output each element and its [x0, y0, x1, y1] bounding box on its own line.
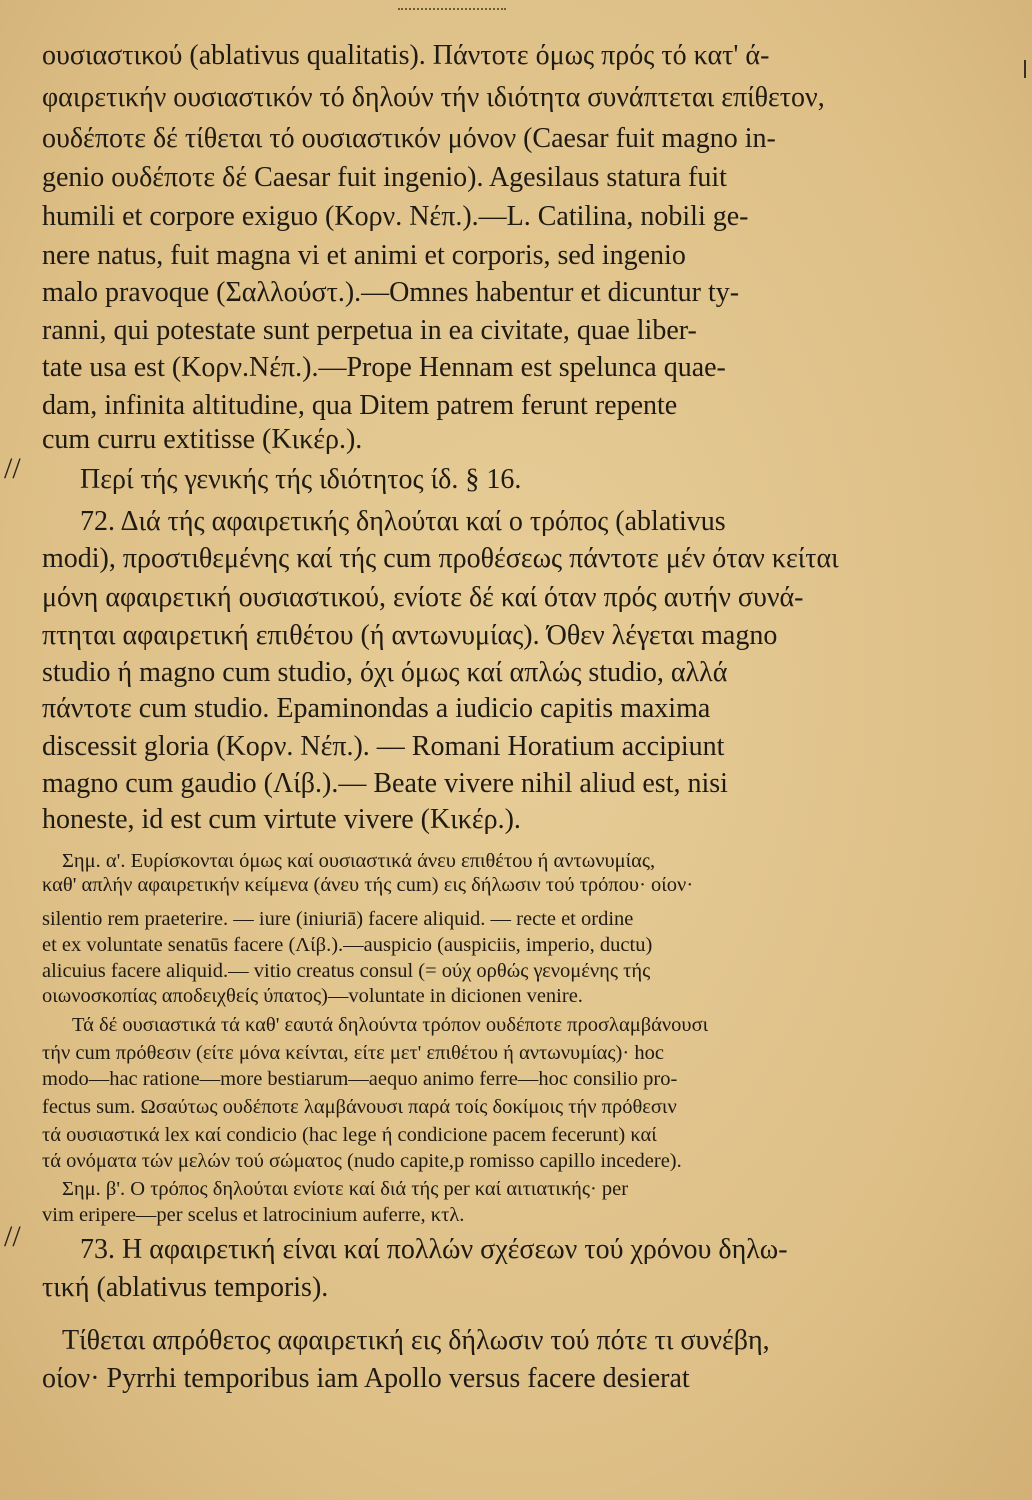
- text-line: φαιρετικήν ουσιαστικόν τό δηλούν τήν ιδιότητα συνάπτεται επίθετον,: [42, 82, 825, 113]
- text-line: οίον· Pyrrhi temporibus iam Apollo versus facere desierat: [42, 1363, 690, 1394]
- note-line: alicuius facere aliquid.— vitio creatus consul (= ούχ ορθώς γενομένης τής: [42, 960, 651, 982]
- margin-note: //: [4, 1220, 21, 1253]
- text-line: cum curru extitisse (Κικέρ.).: [42, 424, 363, 455]
- text-line: Τίθεται απρόθετος αφαιρετική εις δήλωσιν τού πότε τι συνέβη,: [62, 1325, 770, 1356]
- note-line: Σημ. α'. Ευρίσκονται όμως καί ουσιαστικά άνευ επιθέτου ή αντωνυμίας,: [62, 850, 656, 872]
- text-line: magno cum gaudio (Λίβ.).— Beate vivere nihil aliud est, nisi: [42, 768, 728, 799]
- text-line: ranni, qui potestate sunt perpetua in ea civitate, quae liber-: [42, 315, 697, 346]
- text-line: 72. Διά τής αφαιρετικής δηλούται καί ο τρόπος (ablativus: [80, 506, 726, 537]
- note-line: vim eripere—per scelus et latrocinium auferre, κτλ.: [42, 1204, 465, 1226]
- note-line: καθ' απλήν αφαιρετικήν κείμενα (άνευ τής cum) εις δήλωσιν τού τρόπου· οίον·: [42, 874, 694, 896]
- text-line: studio ή magno cum studio, όχι όμως καί απλώς studio, αλλά: [42, 657, 728, 688]
- top-rule: [398, 8, 506, 10]
- note-line: silentio rem praeterire. — iure (iniuriā) facere aliquid. — recte et ordine: [42, 908, 634, 930]
- note-line: τήν cum πρόθεσιν (είτε μόνα κείνται, είτε μετ' επιθέτου ή αντωνυμίας)· hoc: [42, 1042, 664, 1064]
- text-line: genio ουδέποτε δέ Caesar fuit ingenio). Agesilaus statura fuit: [42, 162, 727, 193]
- text-line: humili et corpore exiguo (Κορν. Νέπ.).—L. Catilina, nobili ge-: [42, 201, 749, 232]
- text-line: discessit gloria (Κορν. Νέπ.). — Romani Horatium accipiunt: [42, 731, 725, 762]
- text-line: τική (ablativus temporis).: [42, 1272, 329, 1303]
- note-line: Σημ. β'. Ο τρόπος δηλούται ενίοτε καί διά τής per καί αιτιατικής· per: [62, 1178, 629, 1200]
- text-line: Περί τής γενικής τής ιδιότητος ίδ. § 16.: [80, 464, 522, 495]
- note-line: οιωνοσκοπίας αποδειχθείς ύπατος)—voluntate in dicionen venire.: [42, 985, 583, 1007]
- text-line: honeste, id est cum virtute vivere (Κικέρ.).: [42, 804, 521, 835]
- note-line: fectus sum. Ωσαύτως ουδέποτε λαμβάνουσι παρά τοίς δοκίμοις τήν πρόθεσιν: [42, 1096, 677, 1118]
- note-line: modo—hac ratione—more bestiarum—aequo animo ferre—hoc consilio pro-: [42, 1068, 678, 1090]
- edge-mark: [1024, 60, 1026, 78]
- text-line: tate usa est (Κορν.Νέπ.).—Prope Hennam est spelunca quae-: [42, 352, 726, 383]
- text-line: ουδέποτε δέ τίθεται τό ουσιαστικόν μόνον (Caesar fuit magno in-: [42, 123, 776, 154]
- text-line: 73. Η αφαιρετική είναι καί πολλών σχέσεων τού χρόνου δηλω-: [80, 1234, 788, 1265]
- text-line: μόνη αφαιρετική ουσιαστικού, ενίοτε δέ καί όταν πρός αυτήν συνά-: [42, 582, 804, 613]
- note-line: τά ονόματα τών μελών τού σώματος (nudo capite,p romisso capillo incedere).: [42, 1150, 682, 1172]
- note-line: et ex voluntate senatūs facere (Λίβ.).—auspicio (auspiciis, imperio, ductu): [42, 934, 653, 956]
- note-line: Τά δέ ουσιαστικά τά καθ' εαυτά δηλούντα τρόπον ουδέποτε προσλαμβάνουσι: [72, 1014, 709, 1036]
- text-line: nere natus, fuit magna vi et animi et corporis, sed ingenio: [42, 240, 686, 271]
- note-line: τά ουσιαστικά lex καί condicio (hac lege ή condicione pacem fecerunt) καί: [42, 1124, 657, 1146]
- text-line: ουσιαστικού (ablativus qualitatis). Πάντοτε όμως πρός τό κατ' ά-: [42, 40, 770, 71]
- margin-note: //: [4, 452, 21, 485]
- text-line: dam, infinita altitudine, qua Ditem patrem ferunt repente: [42, 390, 678, 421]
- text-line: πτηται αφαιρετική επιθέτου (ή αντωνυμίας). Όθεν λέγεται magno: [42, 620, 778, 651]
- text-line: modi), προστιθεμένης καί τής cum προθέσεως πάντοτε μέν όταν κείται: [42, 543, 839, 574]
- text-line: malo pravoque (Σαλλούστ.).—Omnes habentur et dicuntur ty-: [42, 277, 740, 308]
- text-line: πάντοτε cum studio. Epaminondas a iudicio capitis maxima: [42, 693, 711, 724]
